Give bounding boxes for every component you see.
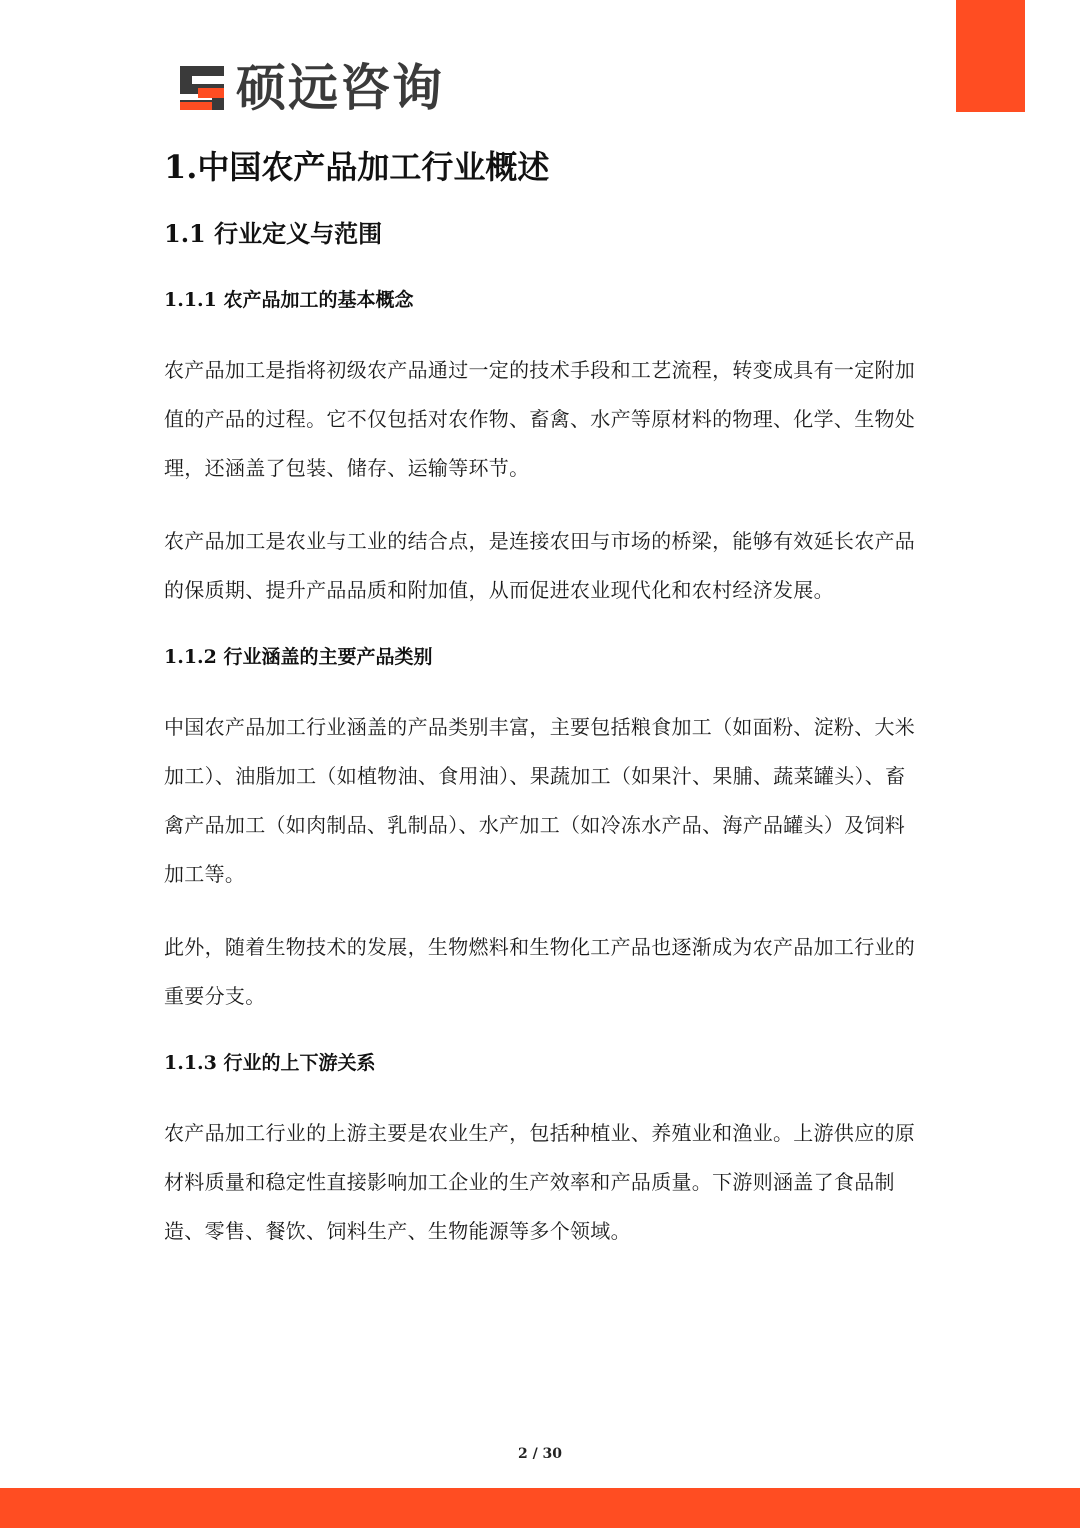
paragraph: 此外，随着生物技术的发展，生物燃料和生物化工产品也逐渐成为农产品加工行业的重要分支。	[164, 935, 916, 1008]
logo-text: 硕远咨询	[236, 59, 444, 117]
corner-accent-tab	[956, 0, 1025, 112]
brand-logo	[176, 58, 444, 118]
subsection-heading-1-1-1: 1.1.1 农产品加工的基本概念	[164, 289, 414, 311]
footer-accent-band	[0, 1488, 1080, 1528]
paragraph: 农产品加工是农业与工业的结合点，是连接农田与市场的桥梁，能够有效延长农产品的保质期、提升产品品质和附加值，从而促进农业现代化和农村经济发展。	[164, 529, 916, 602]
paragraph: 农产品加工是指将初级农产品通过一定的技术手段和工艺流程，转变成具有一定附加值的产品的过程。它不仅包括对农作物、畜禽、水产等原材料的物理、化学、生物处理，还涵盖了包装、储存、运输等环节。	[164, 358, 916, 480]
document-title: 1.中国农产品加工行业概述	[164, 148, 550, 186]
subsection-heading-1-1-3: 1.1.3 行业的上下游关系	[164, 1052, 376, 1074]
paragraph: 农产品加工行业的上游主要是农业生产，包括种植业、养殖业和渔业。上游供应的原材料质量和稳定性直接影响加工企业的生产效率和产品质量。下游则涵盖了食品制造、零售、餐饮、饲料生产、生物能源等多个领域。	[164, 1121, 916, 1243]
subsection-heading-1-1-2: 1.1.2 行业涵盖的主要产品类别	[164, 646, 433, 668]
logo-mark-icon	[176, 62, 228, 114]
document-body	[164, 140, 924, 1280]
section-heading-1-1: 1.1 行业定义与范围	[164, 219, 383, 248]
paragraph: 中国农产品加工行业涵盖的产品类别丰富，主要包括粮食加工（如面粉、淀粉、大米加工）、油脂加工（如植物油、食用油）、果蔬加工（如果汁、果脯、蔬菜罐头）、畜禽产品加工（如肉制品、乳制品）、水产加工（如冷冻水产品、海产品罐头）及饲料加工等。	[164, 715, 916, 886]
page-number: 2 / 30	[517, 1446, 563, 1462]
